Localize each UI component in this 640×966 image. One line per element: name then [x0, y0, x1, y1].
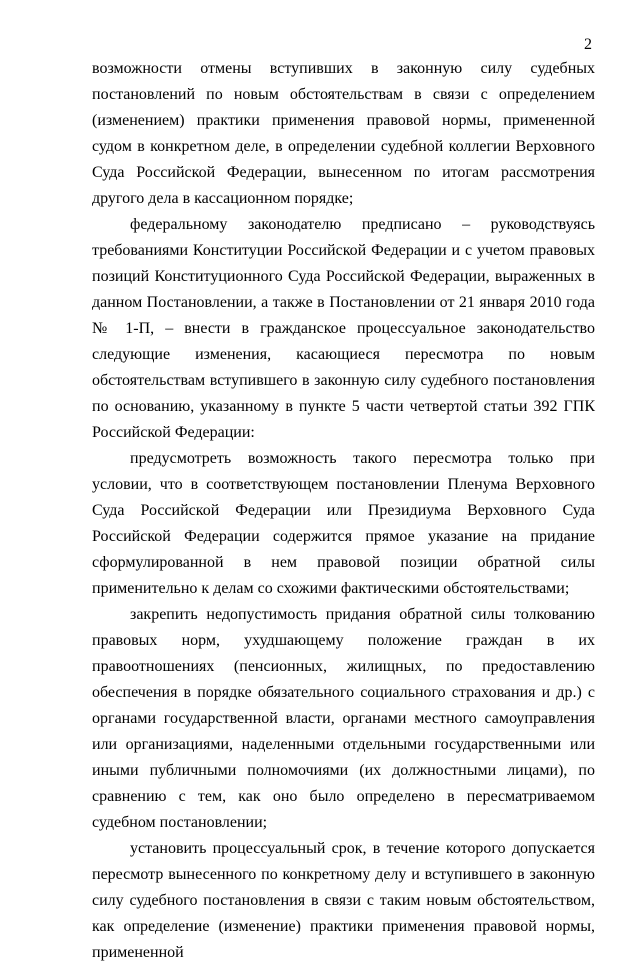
- paragraph-legislator-directive: федеральному законодателю предписано – руководствуясь требованиями Конституции Российской Федерации и с учетом правовых позиций Конституционного Суда Российской Федерации, выраженных в данном Постановлении, а также в Постановлении от 21 января 2010 года № 1-П, – внести в гражданское процессуальное законодательство следующие изменения, касающиеся пересмотра по новым обстоятельствам вступившего в законную силу судебного постановления по основанию, указанному в пункте 5 части четвертой статьи 392 ГПК Российской Федерации:: [92, 216, 595, 441]
- page-number: 2: [584, 36, 592, 53]
- paragraph-retroactivity-limit: закрепить недопустимость придания обратной силы толкованию правовых норм, ухудшающему положение граждан в их правоотношениях (пенсионных, жилищных, по предоставлению обеспечения в порядке обязательного социального страхования и др.) с органами государственной власти, органами местного самоуправления или организациями, наделенными отдельными государственными или иными публичными полномочиями (их должностными лицами), по сравнению с тем, как оно было определено в пересматриваемом судебном постановлении;: [92, 606, 595, 831]
- paragraph-continuation: возможности отмены вступивших в законную силу судебных постановлений по новым обстоятельствам в связи с определением (изменением) практики применения правовой нормы, примененной судом в конкретном деле, в определении судебной коллегии Верховного Суда Российской Федерации, вынесенном по итогам рассмотрения другого дела в кассационном порядке;: [92, 60, 595, 207]
- paragraph-procedural-term: установить процессуальный срок, в течение которого допускается пересмотр вынесенного по конкретному делу и вступившего в законную силу судебного постановления в связи с таким новым обстоятельством, как определение (изменение) практики применения правовой нормы, примененной: [92, 840, 595, 961]
- document-body: [92, 56, 595, 966]
- paragraph-review-condition: предусмотреть возможность такого пересмотра только при условии, что в соответствующем постановлении Пленума Верховного Суда Российской Федерации или Президиума Верховного Суда Российской Федерации содержится прямое указание на придание сформулированной в нем правовой позиции обратной силы применительно к делам со схожими фактическими обстоятельствами;: [92, 450, 595, 597]
